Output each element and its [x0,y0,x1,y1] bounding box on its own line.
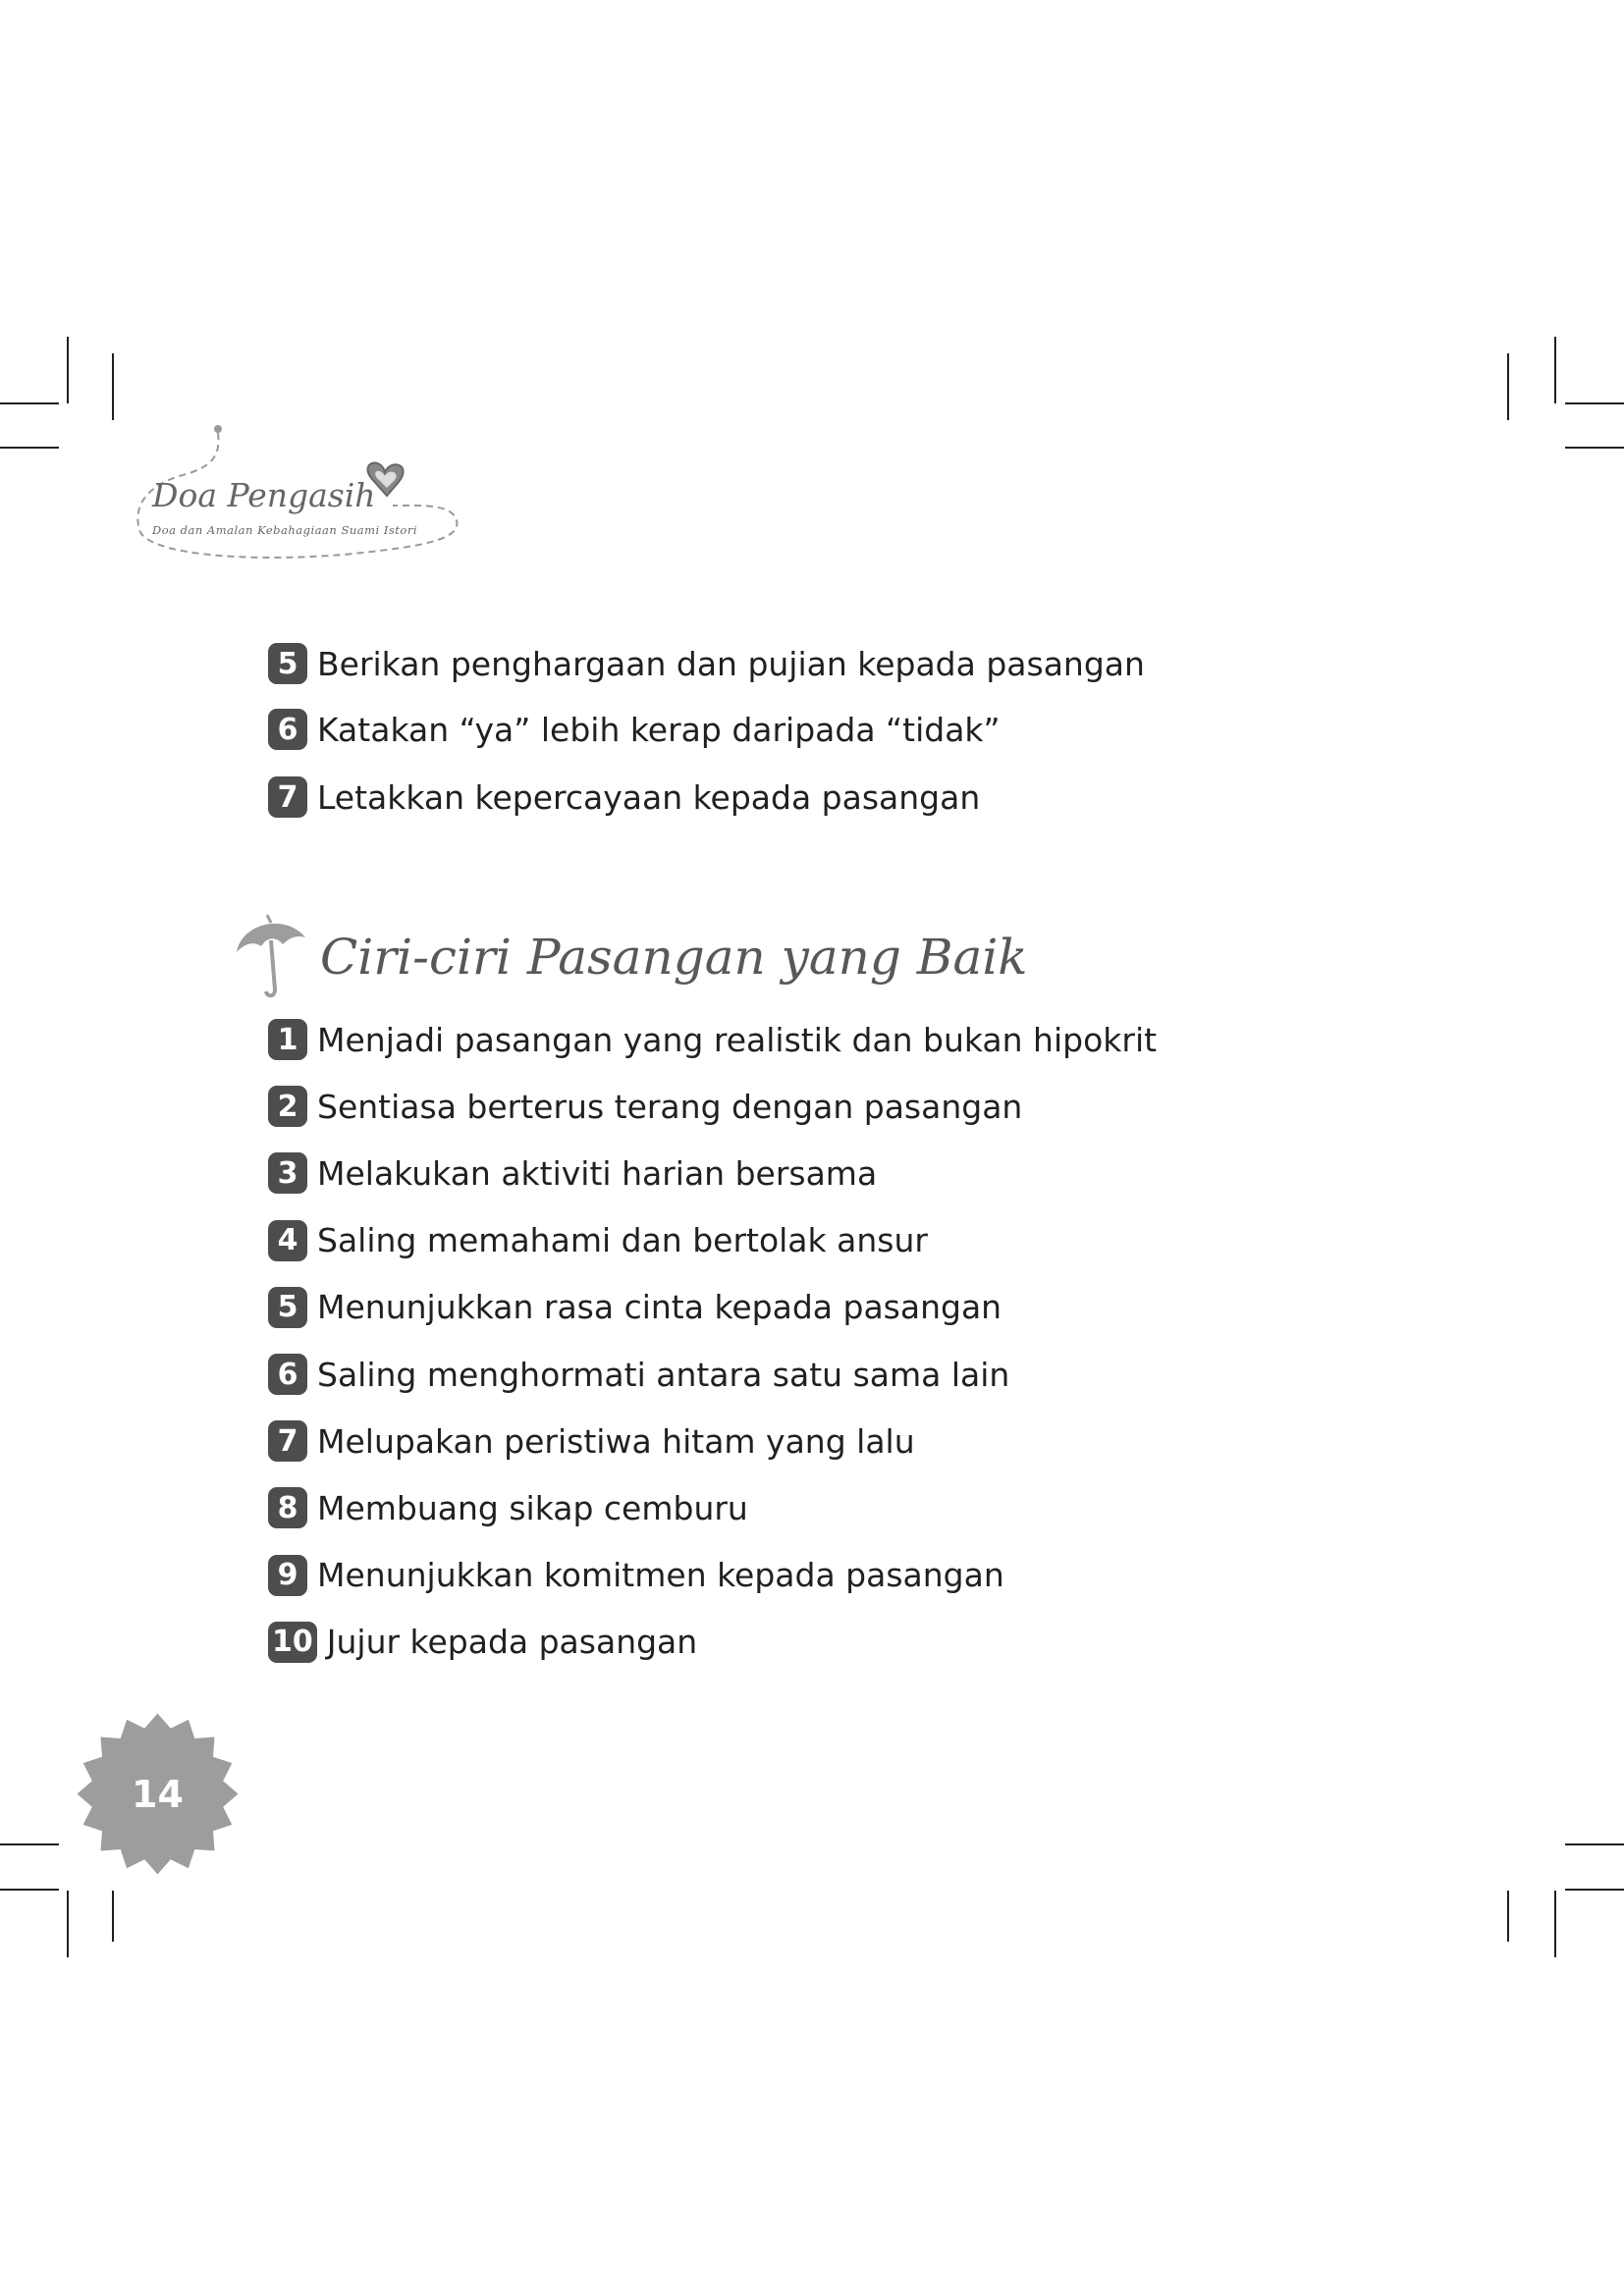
number-badge: 2 [268,1086,307,1127]
list-item [268,1554,1004,1597]
number-badge: 5 [268,643,307,684]
list-item-text: Melakukan aktiviti harian bersama [317,1153,878,1193]
list-item [268,708,1001,751]
section-heading [232,913,1028,1001]
list-item-text: Menunjukkan rasa cinta kepada pasangan [317,1288,1002,1327]
list-item [268,1353,1009,1396]
crop-mark [1507,353,1509,420]
logo-subtitle: Doa dan Amalan Kebahagiaan Suami Istori [152,523,418,537]
list-item [268,1419,915,1463]
list-item-text: Saling menghormati antara satu sama lain [317,1355,1010,1394]
number-badge: 7 [268,776,307,818]
list-item [268,642,1145,685]
page-number: 14 [132,1772,184,1816]
list-item-text: Berikan penghargaan dan pujian kepada pasangan [317,644,1145,683]
number-badge: 1 [268,1019,307,1060]
section-title: Ciri-ciri Pasangan yang Baik [320,929,1028,986]
list-item-text: Membuang sikap cemburu [317,1488,748,1527]
crop-mark [1565,402,1624,404]
page-number-badge [77,1713,239,1875]
list-item-text: Katakan “ya” lebih kerap daripada “tidak” [317,710,1001,749]
list-item [268,1151,877,1195]
list-item [268,1286,1001,1329]
list-item-text: Jujur kepada pasangan [326,1623,698,1662]
list-item-text: Menjadi pasangan yang realistik dan bukan hipokrit [317,1020,1158,1059]
header-logo [128,417,466,564]
number-badge: 6 [268,1354,307,1395]
crop-mark [112,1891,114,1942]
number-badge: 7 [268,1420,307,1462]
crop-mark [67,337,69,403]
list-item [268,1621,697,1664]
number-badge: 5 [268,1287,307,1328]
list-item [268,1219,928,1262]
umbrella-icon [232,913,310,1001]
logo-title: Doa Pengasih [152,476,376,514]
number-badge: 9 [268,1555,307,1596]
list-item [268,1486,748,1529]
list-item [268,1018,1157,1061]
list-item-text: Letakkan kepercayaan kepada pasangan [317,777,981,817]
list-item-text: Melupakan peristiwa hitam yang lalu [317,1421,915,1461]
list-item-text: Saling memahami dan bertolak ansur [317,1221,928,1260]
list-item-text: Menunjukkan komitmen kepada pasangan [317,1556,1004,1595]
crop-mark [0,447,59,449]
crop-mark [0,402,59,404]
number-badge: 8 [268,1487,307,1528]
list-item [268,1085,1022,1128]
crop-mark [1554,1891,1556,1957]
number-badge: 10 [268,1622,317,1663]
number-badge: 6 [268,709,307,750]
crop-mark [1507,1891,1509,1942]
crop-mark [1554,337,1556,403]
list-item [268,775,980,819]
number-badge: 3 [268,1152,307,1194]
crop-mark [112,353,114,420]
list-item-text: Sentiasa berterus terang dengan pasangan [317,1087,1023,1126]
number-badge: 4 [268,1220,307,1261]
crop-mark [1565,1843,1624,1845]
crop-mark [67,1891,69,1957]
crop-mark [0,1889,59,1891]
crop-mark [1565,1889,1624,1891]
crop-mark [0,1843,59,1845]
crop-mark [1565,447,1624,449]
